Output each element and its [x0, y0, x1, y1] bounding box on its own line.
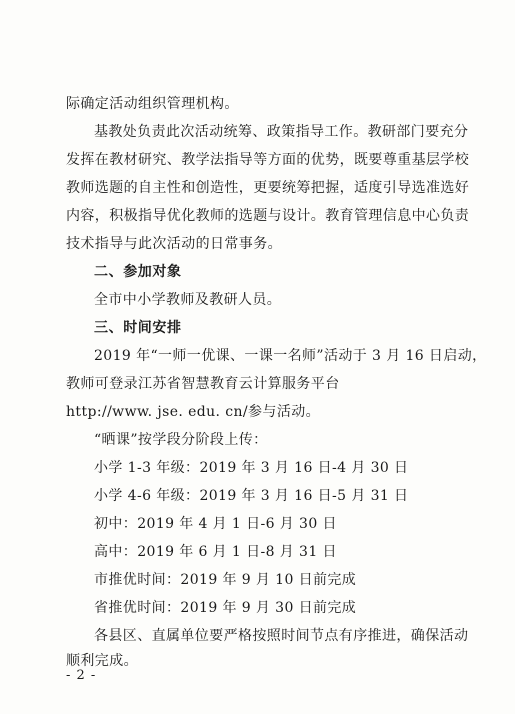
- paragraph-line: 全市中小学教师及教研人员。: [94, 292, 282, 308]
- paragraph-line: 技术指导与此次活动的日常事务。: [66, 236, 282, 252]
- schedule-item: 高中：2019 年 6 月 1 日-8 月 31 日: [94, 544, 337, 560]
- schedule-item: 市推优时间：2019 年 9 月 10 日前完成: [94, 572, 357, 588]
- paragraph-line: 各县区、直属单位要严格按照时间节点有序推进，确保活动: [94, 628, 469, 644]
- paragraph-line: 教师可登录江苏省智慧教育云计算服务平台: [66, 376, 340, 392]
- paragraph-line: 2019 年“一师一优课、一课一名师”活动于 3 月 16 日启动，: [94, 348, 487, 364]
- url-line: http://www. jse. edu. cn/参与活动。: [66, 404, 321, 420]
- paragraph-line: 发挥在教材研究、教学法指导等方面的优势，既要尊重基层学校: [66, 152, 470, 168]
- schedule-item: 省推优时间：2019 年 9 月 30 日前完成: [94, 600, 357, 616]
- paragraph-line: “晒课”按学段分阶段上传：: [94, 432, 268, 448]
- schedule-item: 小学 4-6 年级：2019 年 3 月 16 日-5 月 31 日: [94, 488, 409, 504]
- paragraph-line: 内容，积极指导优化教师的选题与设计。教育管理信息中心负责: [66, 208, 470, 224]
- schedule-item: 初中：2019 年 4 月 1 日-6 月 30 日: [94, 516, 337, 532]
- paragraph-line: 顺利完成。: [66, 653, 138, 669]
- schedule-item: 小学 1-3 年级：2019 年 3 月 16 日-4 月 30 日: [94, 460, 409, 476]
- paragraph-line: 教师选题的自主性和创造性，更要统筹把握，适度引导选准选好: [66, 180, 470, 196]
- section-heading: 三、时间安排: [94, 320, 182, 336]
- section-heading: 二、参加对象: [94, 264, 182, 280]
- paragraph-line: 基教处负责此次活动统筹、政策指导工作。教研部门要充分: [94, 124, 469, 140]
- paragraph-line: 际确定活动组织管理机构。: [66, 96, 239, 112]
- page-number: - 2 -: [66, 668, 97, 683]
